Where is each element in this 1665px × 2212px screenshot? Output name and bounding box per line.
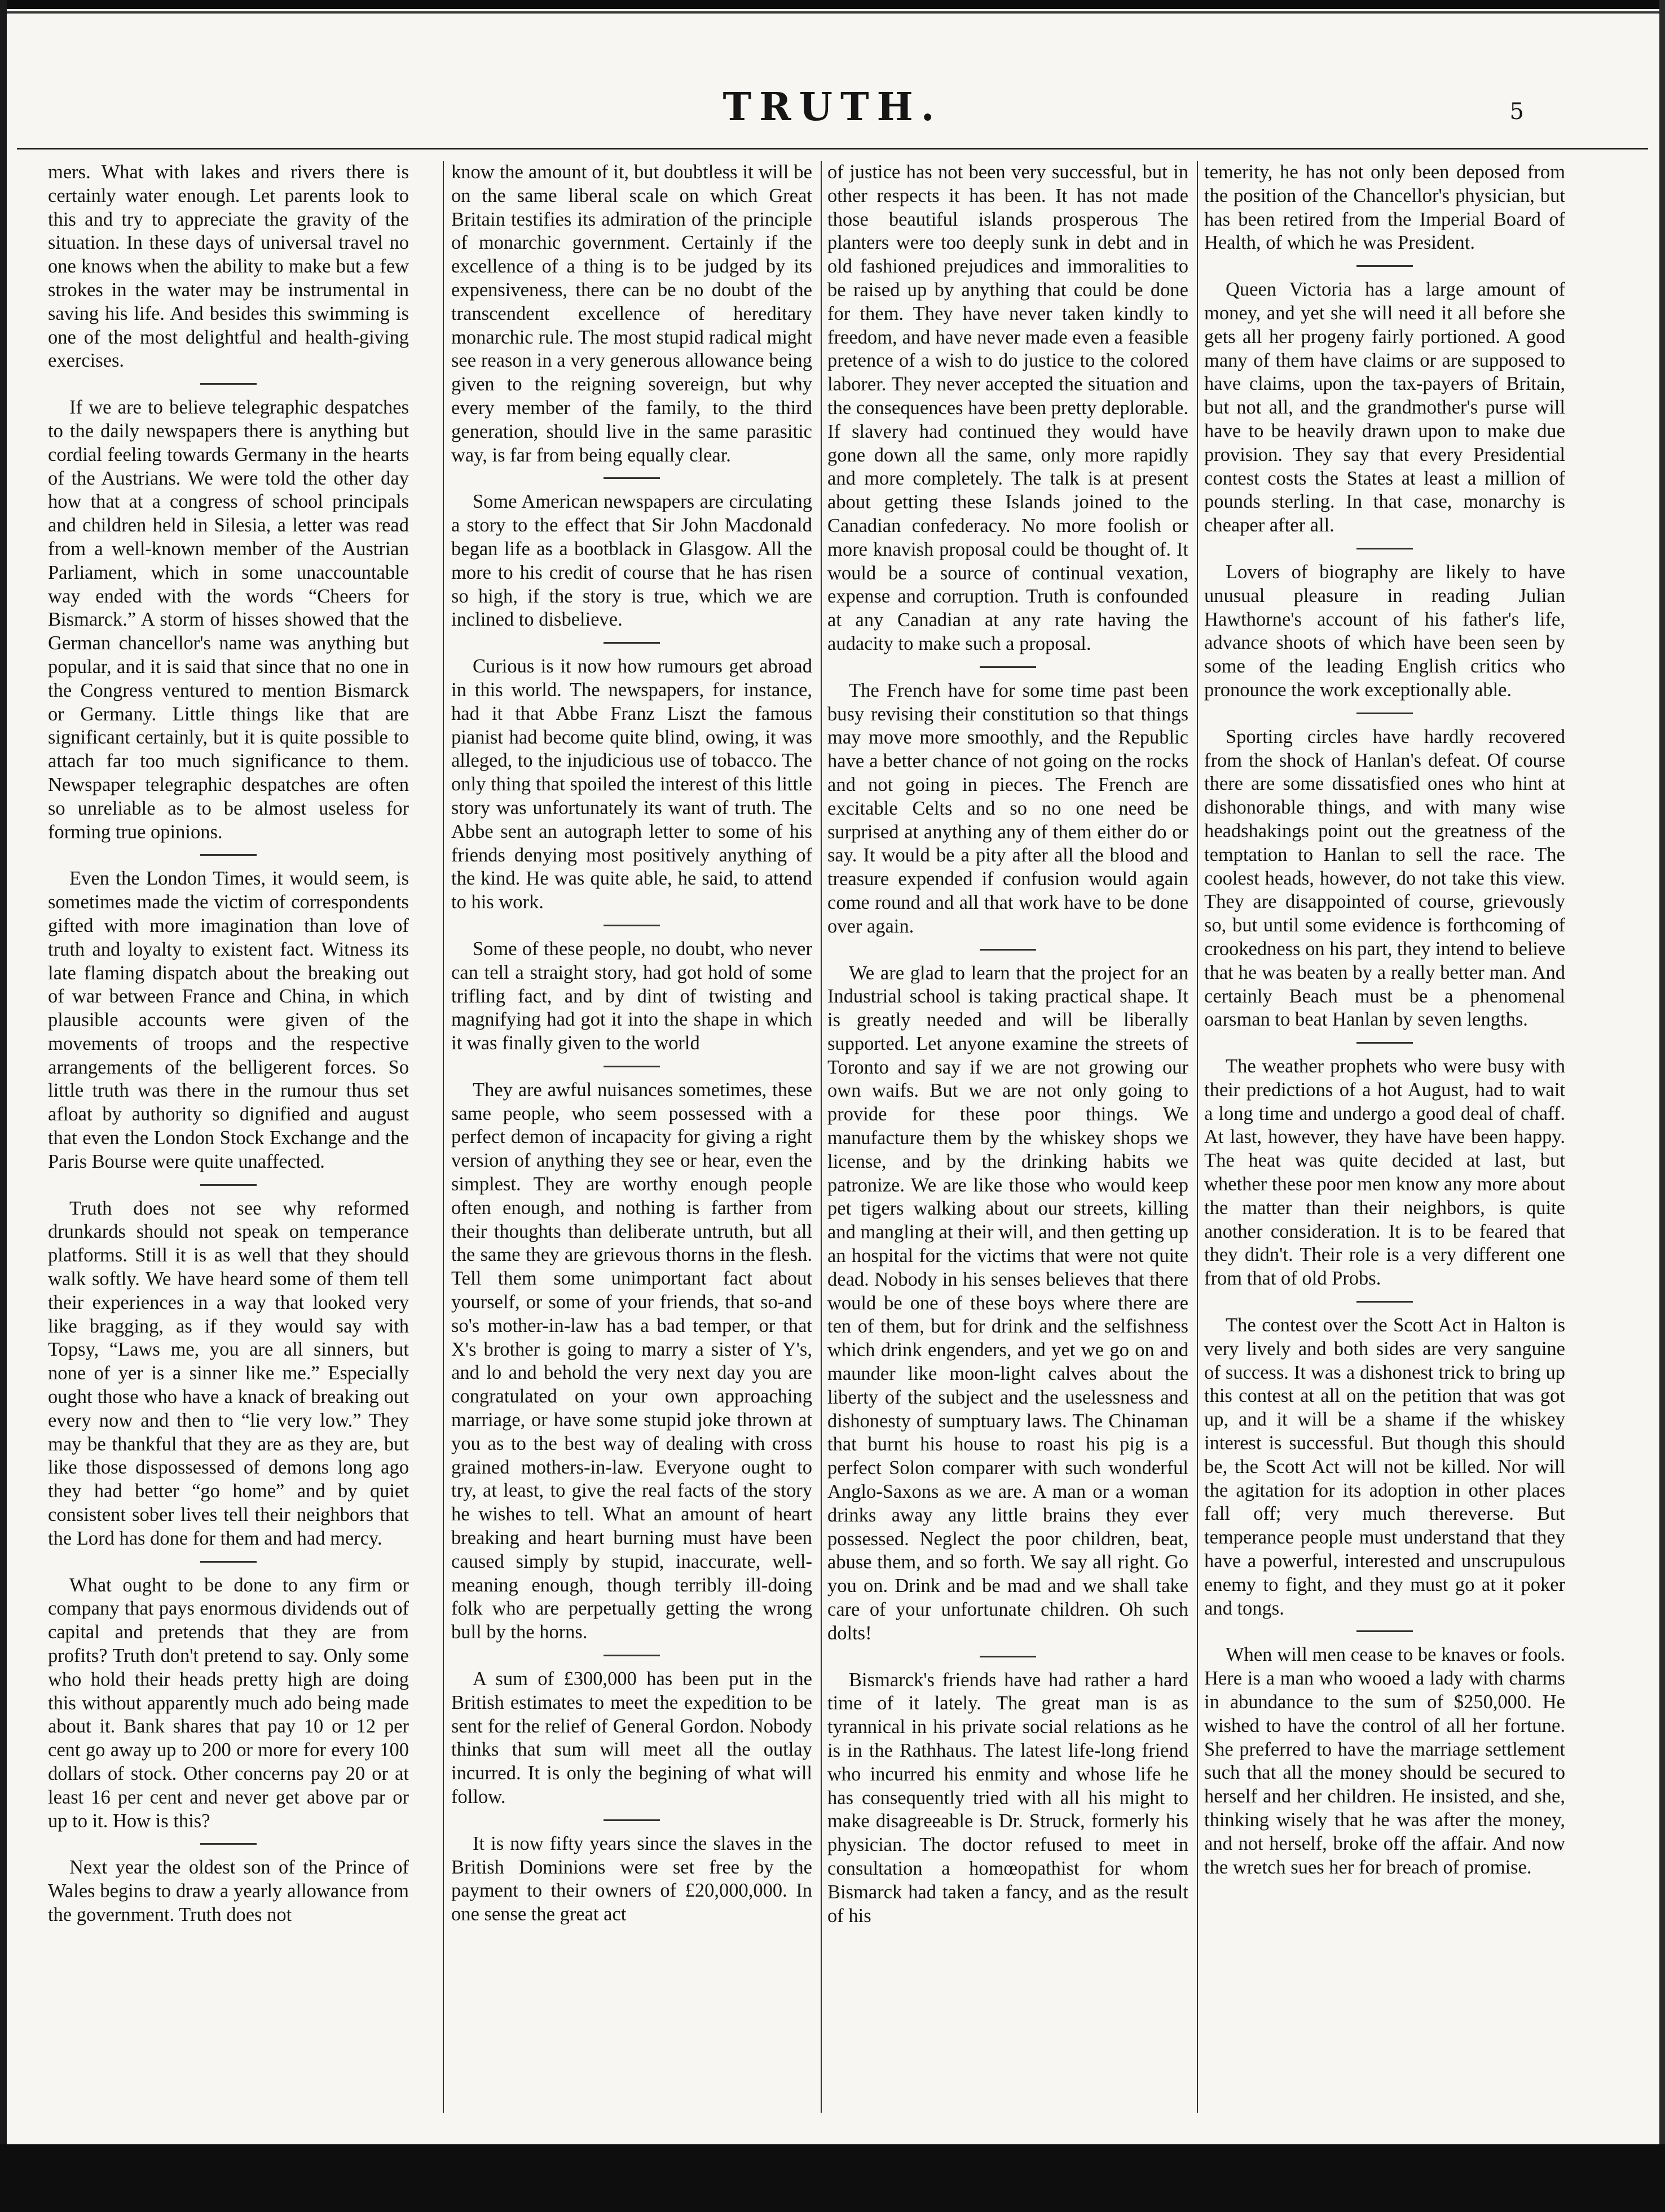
left-page-edge [0,0,7,2212]
article-separator [200,1184,257,1186]
article-separator [1356,1301,1413,1303]
article-separator [200,1561,257,1563]
column-3 [827,161,1188,2107]
article-separator [1356,265,1413,267]
article-paragraph: Sporting circles have hardly recovered from the shock of Hanlan's defeat. Of course there are some dissatisfied ones who hint at dishonorable things, and with many wise headshakings point out the greatness of the temptation to Hanlan to sell the race. The coolest heads, however, do not take this view. They are disappointed of course, grievously so, but until some evidence is forthcoming of crookedness on his part, they intend to believe that he was beaten by a really better man. And certainly Beach must be a phenomenal oarsman to beat Hanlan by seven lengths. [1204,725,1565,1031]
right-page-edge [1659,0,1665,2212]
article-paragraph: They are awful nuisances sometimes, these same people, who seem possessed with a perfect demon of incapacity for giving a right version of anything they see or hear, even the simplest. They are worthy enough people often enough, and nothing is farther from their thoughts than deliberate untruth, but all the same they are grievous thorns in the flesh. Tell them some unimportant fact about yourself, or some of your friends, that so-and so's mother-in-law has a bad temper, or that X's brother is going to marry a sister of Y's, and lo and behold the very next day you are congratulated on your own approaching marriage, or have some stupid joke thrown at you as to the best way of dealing with cross grained mothers-in-law. Everyone ought to try, at least, to give the real facts of the story he wishes to tell. What an amount of heart breaking and heart burning must have been caused simply by stupid, inaccurate, well-meaning enough, though terribly ill-doing folk who are perpetually getting the wrong bull by the horns. [451,1079,812,1643]
top-border [0,0,1665,9]
article-paragraph: A sum of £300,000 has been put in the British estimates to meet the expedition to be sent for the relief of General Gordon. Nobody thinks that sum will meet all the outlay incurred. It is only the begining of what will follow. [451,1668,812,1808]
article-separator [1356,1042,1413,1044]
article-paragraph: The French have for some time past been busy revising their constitution so that things may move more smoothly, and the Republic have a better chance of not going on the rocks and not going in pieces. The French are excitable Celts and so no one need be surprised at anything any of them either do or say. It would be a pity after all the blood and treasure expended if confusion would again come round and all that work have to be done over again. [827,679,1188,937]
article-paragraph: Even the London Times, it would seem, is sometimes made the victim of correspondents gifted with more imagination than love of truth and loyalty to existent fact. Witness its late flaming dispatch about the breaking out of war between France and China, in which plausible accounts were given of the movements of troops and the respective arrangements of the belligerent forces. So little truth was there in the rumour thus set afloat by authority so dignified and august that even the London Stock Exchange and the Paris Bourse were quite unaffected. [48,868,409,1172]
top-border-thin [0,11,1665,14]
article-paragraph: What ought to be done to any firm or company that pays enormous dividends out of capital and pretends that they are from profits? Truth don't pretend to say. Only some who hold their heads pretty high are doing this without apparently much ado being made about it. Bank shares that pay 10 or 12 per cent go away up to 200 or more for every 100 dollars of stock. Other concerns pay 20 or at least 16 per cent and never get above par or up to it. How is this? [48,1574,409,1832]
article-paragraph: The weather prophets who were busy with their predictions of a hot August, had to wait a long time and undergo a good deal of chaff. At last, however, they have have been happy. The heat was quite decided at last, but whether these poor men know any more about the matter than their neighbors, is quite another consideration. It is to be feared that they didn't. Their role is a very different one from that of old Probs. [1204,1056,1565,1290]
column-divider [443,161,444,2113]
article-separator [200,854,257,856]
masthead-title: TRUTH. [723,85,942,130]
column-divider [821,161,822,2113]
article-separator [604,642,660,644]
article-paragraph: know the amount of it, but doubtless it will be on the same liberal scale on which Great Britain testifies its admiration of the principle of monarchic government. Certainly if the excellence of a thing is to be judged by its expensiveness, there can be no doubt of the transcendent excellence of hereditary monarchic rule. The most stupid radical might see reason in a very generous allowance being given to the reigning sovereign, but why every member of the family, to the third generation, should live in the same parasitic way, is far from being equally clear. [451,161,812,466]
header-rule [17,148,1648,149]
article-separator [200,383,257,385]
article-paragraph: Queen Victoria has a large amount of money, and yet she will need it all before she gets all her progeny fairly portioned. A good many of them have claims or are supposed to have claims, upon the tax-payers of Britain, but not all, and the grandmother's purse will have to be heavily drawn upon to make due provision. They say that every Presidential contest costs the States at least a million of pounds sterling. In that case, monarchy is cheaper after all. [1204,279,1565,536]
article-paragraph: temerity, he has not only been deposed from the position of the Chancellor's physician, but has been retired from the Imperial Board of Health, of which he was President. [1204,161,1565,254]
article-paragraph: Bismarck's friends have had rather a hard time of it lately. The great man is as tyrannical in his private social relations as he is in the Rathhaus. The latest life-long friend who incurred his enmity and whose life he has consequently tried with all his might to make disagreeable is Dr. Struck, formerly his physician. The doctor refused to meet in consultation a homœopathist for whom Bismarck had taken a fancy, and as the result of his [827,1669,1188,1927]
column-2 [451,161,812,2107]
article-separator [980,1656,1036,1657]
article-separator [1356,1630,1413,1632]
bottom-border [0,2144,1665,2212]
article-separator [604,925,660,926]
article-paragraph: Some of these people, no doubt, who never can tell a straight story, had got hold of some trifling fact, and by dint of twisting and magnifying had got it into the shape in which it was finally given to the world [451,938,812,1054]
article-paragraph: Some American newspapers are circulating a story to the effect that Sir John Macdonald began life as a bootblack in Glasgow. All the more to his credit of course that he has risen so high, if the story is true, which we are inclined to disbelieve. [451,491,812,631]
article-paragraph: When will men cease to be knaves or fools. Here is a man who wooed a lady with charms in abundance to the sum of $250,000. He wished to have the control of all her fortune. She preferred to have the marriage settlement such that all the money should be secured to herself and her children. He insisted, and she, thinking wisely that he was after the money, and not herself, broke off the affair. And now the wretch sues her for breach of promise. [1204,1644,1565,1878]
article-separator [604,1655,660,1656]
column-divider [1197,161,1198,2113]
article-paragraph: mers. What with lakes and rivers there is certainly water enough. Let parents look to this and try to appreciate the gravity of the situation. In these days of universal travel no one knows when the ability to make but a few strokes in the water may be instrumental in saving his life. And besides this swimming is one of the most delightful and health-giving exercises. [48,161,409,372]
article-paragraph: Truth does not see why reformed drunkards should not speak on temperance platforms. Still it is as well that they should walk softly. We have heard some of them tell their experiences in a way that looked very like bragging, as if they would say with Topsy, “Laws me, you are all sinners, but none of yer is a sinner like me.” Especially ought those who have a knack of breaking out every now and then to “lie very low.” They may be thankful that they are as they are, but like those dispossessed of demons long ago they had better “go home” and by quiet consistent sober lives tell their neighbors that the Lord has done for them and had mercy. [48,1197,409,1549]
article-paragraph: It is now fifty years since the slaves in the British Dominions were set free by the payment to their owners of £20,000,000. In one sense the great act [451,1832,812,1925]
article-separator [604,477,660,479]
article-paragraph: Lovers of biography are likely to have unusual pleasure in reading Julian Hawthorne's account of his father's life, advance shoots of which have been seen by some of the leading English critics who pronounce the work exceptionally able. [1204,561,1565,701]
column-4 [1204,161,1565,2107]
article-paragraph: The contest over the Scott Act in Halton is very lively and both sides are very sanguine of success. It was a dishonest trick to bring up this contest at all on the petition that was got up, and it will be a shame if the whiskey interest is successful. But though this should be, the Scott Act will not be killed. Nor will the agitation for its adoption in other places fall off; very much thereverse. But temperance people must understand that they have a powerful, interested and unscrupulous enemy to fight, and they must go at it poker and tongs. [1204,1314,1565,1619]
column-1 [48,161,409,2107]
article-separator [1356,713,1413,714]
article-separator [604,1066,660,1067]
article-paragraph: Next year the oldest son of the Prince of Wales begins to draw a yearly allowance from the government. Truth does not [48,1857,409,1925]
article-separator [980,949,1036,951]
article-separator [1356,548,1413,549]
article-separator [980,666,1036,668]
article-separator [200,1843,257,1845]
article-separator [604,1819,660,1821]
article-paragraph: We are glad to learn that the project for an Industrial school is taking practical shape. It is greatly needed and will be liberally supported. Let anyone examine the streets of Toronto and say if we are not growing our own waifs. But we are not only going to provide for these poor things. We manufacture them by the whiskey shops we license, and by the drinking habits we patronize. We are like those who would keep pet tigers walking about our streets, killing and mangling at their will, and then getting up an hospital for the victims that were not quite dead. Nobody in his senses believes that there would be one of these boys where there are ten of them, but for drink and the selfishness which drink engenders, and yet we go on and maunder like moon-light calves about the liberty of the subject and the uselessness and dishonesty of sumptuary laws. The Chinaman that burnt his house to roast his pig is a perfect Solon comparer with such wonderful Anglo-Saxons as we are. A man or a woman drinks away any little brains they ever possessed. Neglect the poor children, beat, abuse them, and so forth. We say all right. Go you on. Drink and be mad and we shall take care of your unfortunate children. Oh such dolts! [827,962,1188,1644]
article-paragraph: of justice has not been very successful, but in other respects it has been. It has not made those beautiful islands prosperous The planters were too deeply sunk in debt and in old fashioned prejudices and immoralities to be raised up by anything that could be done for them. They have never taken kindly to freedom, and have never made even a feasible pretence of a wish to do justice to the colored laborer. They never accepted the situation and the consequences have been pretty deplorable. If slavery had continued they would have gone down all the same, only more rapidly and more completely. The talk is at present about getting these Islands joined to the Canadian confederacy. No more foolish or more knavish proposal could be thought of. It would be a source of continual vexation, expense and corruption. Truth is confounded at any Canadian at any rate having the audacity to make such a proposal. [827,161,1188,654]
article-paragraph: If we are to believe telegraphic despatches to the daily newspapers there is anything but cordial feeling towards Germany in the hearts of the Austrians. We were told the other day how that at a congress of school principals and children held in Silesia, a letter was read from a well-known member of the Austrian Parliament, which in some unaccountable way ended with the words “Cheers for Bismarck.” A storm of hisses showed that the German chancellor's name was anything but popular, and it is said that since that no one in the Congress ventured to mention Bismarck or Germany. Little things like that are significant certainly, but it is quite possible to attach far too much significance to them. Newspaper telegraphic despatches are often so unreliable as to be almost useless for forming true opinions. [48,397,409,843]
article-paragraph: Curious is it now how rumours get abroad in this world. The newspapers, for instance, had it that Abbe Franz Liszt the famous pianist had become quite blind, owing, it was alleged, to the injudicious use of tobacco. The only thing that spoiled the interest of this little story was unfortunately its want of truth. The Abbe sent an autograph letter to some of his friends denying most positively anything of the kind. He was quite able, he said, to attend to his work. [451,656,812,913]
page-number: 5 [1509,99,1524,125]
